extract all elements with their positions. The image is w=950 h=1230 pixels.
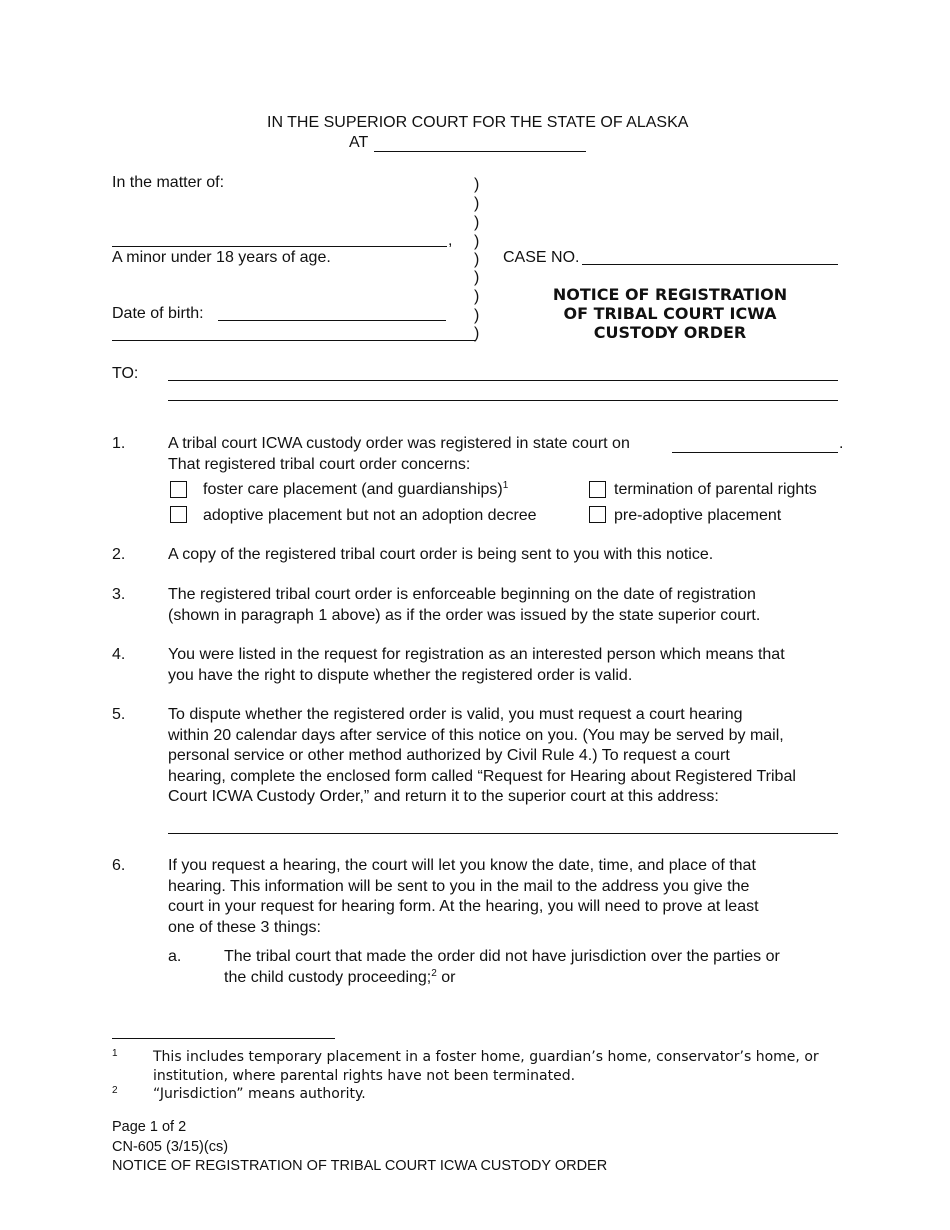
case-no-field[interactable] [582,264,838,265]
minor-name-field[interactable] [112,246,447,247]
item-3-number: 3. [112,586,126,603]
pre-adoptive-checkbox[interactable] [589,506,606,523]
item-6-number: 6. [112,857,126,874]
form-number: CN-605 (3/15)(cs) [112,1138,229,1155]
adoptive-checkbox[interactable] [170,506,187,523]
footnote-1-text: This includes temporary placement in a foster home, guardian’s home, conservator’s home, or institution, where parental rights have not been terminated. [153,1049,819,1084]
page-footer [112,1118,607,1177]
at-label: AT [349,134,369,151]
termination-label: termination of parental rights [614,481,817,498]
pre-adoptive-label: pre-adoptive placement [614,507,782,524]
item-6a-letter: a. [168,948,182,965]
form-title-line-3: CUSTODY ORDER [593,323,747,342]
form-title-line-2: OF TRIBAL COURT ICWA [563,304,777,323]
minor-name-comma: , [448,232,453,249]
page-number: Page 1 of 2 [112,1119,187,1135]
to-label: TO: [112,365,139,382]
termination-checkbox[interactable] [589,481,606,498]
caption-bottom-line [112,340,476,341]
case-no-label: CASE NO. [503,249,580,266]
to-field-line-2[interactable] [168,400,838,401]
minor-label: A minor under 18 years of age. [112,249,331,266]
footnote-ref-2: 2 [431,968,437,979]
caption-paren: ) [474,307,480,324]
registration-date-field[interactable] [672,452,838,453]
footnote-1-number: 1 [112,1048,118,1059]
form-title-line-1: NOTICE OF REGISTRATION [552,285,788,304]
item-2-number: 2. [112,546,126,563]
court-heading: IN THE SUPERIOR COURT FOR THE STATE OF ALASKA [267,114,689,131]
foster-care-label: foster care placement (and guardianships)$^1$ [203,480,509,498]
to-field-line-1[interactable] [168,380,838,381]
footnote-separator [112,1038,335,1039]
item-1-concerns: That registered tribal court order concerns: [168,456,471,473]
caption-paren: ) [474,233,480,250]
caption-paren: ) [474,269,480,286]
footer-form-title: NOTICE OF REGISTRATION OF TRIBAL COURT ICWA CUSTODY ORDER [112,1158,608,1174]
footnote-2-text: “Jurisdiction” means authority. [153,1086,366,1102]
item-6a-line-2: the child custody proceeding;$^2$ or [224,968,456,986]
item-1-number: 1. [112,435,126,452]
court-address-field[interactable] [168,833,838,834]
matter-label: In the matter of: [112,174,225,191]
caption-paren: ) [474,176,480,193]
footnote-ref-1: 1 [502,480,509,491]
item-1-period: . [839,435,844,452]
item-3-text: The registered tribal court order is enforceable beginning on the date of registration (shown in paragraph 1 above) as if the order was issued by the state superior court. [168,586,761,624]
caption-paren: ) [474,288,480,305]
foster-care-checkbox[interactable] [170,481,187,498]
item-6-text: If you request a hearing, the court will let you know the date, time, and place of that hearing. This information will be sent to you in the mail to the address you give the court in your request for hearing form. At the hearing, you will need to prove at least one of these 3 things: [168,857,759,936]
item-4-text: You were listed in the request for registration as an interested person which means that you have the right to dispute whether the registered order is valid. [168,646,785,684]
item-5-text: To dispute whether the registered order is valid, you must request a court hearing within 20 calendar days after service of this notice on you. (You may be served by mail, personal service or other method authorized by Civil Rule 4.) To request a court hearing, complete the enclosed form called “Request for Hearing about Registered Tribal Court ICWA Custody Order,” and return it to the superior court at this address: [168,706,796,805]
caption-paren: ) [474,195,480,212]
dob-field[interactable] [218,320,446,321]
caption-paren: ) [474,325,480,342]
footnote-2-number: 2 [112,1085,118,1096]
caption-paren: ) [474,251,480,268]
item-4-number: 4. [112,646,126,663]
item-6a-line-1: The tribal court that made the order did not have jurisdiction over the parties or [224,948,780,965]
dob-label: Date of birth: [112,305,204,322]
item-5-number: 5. [112,706,126,723]
item-1-text: A tribal court ICWA custody order was registered in state court on [168,435,630,452]
adoptive-label: adoptive placement but not an adoption decree [203,507,537,524]
item-2-text: A copy of the registered tribal court order is being sent to you with this notice. [168,546,714,563]
caption-paren: ) [474,214,480,231]
at-location-field[interactable] [374,151,586,152]
